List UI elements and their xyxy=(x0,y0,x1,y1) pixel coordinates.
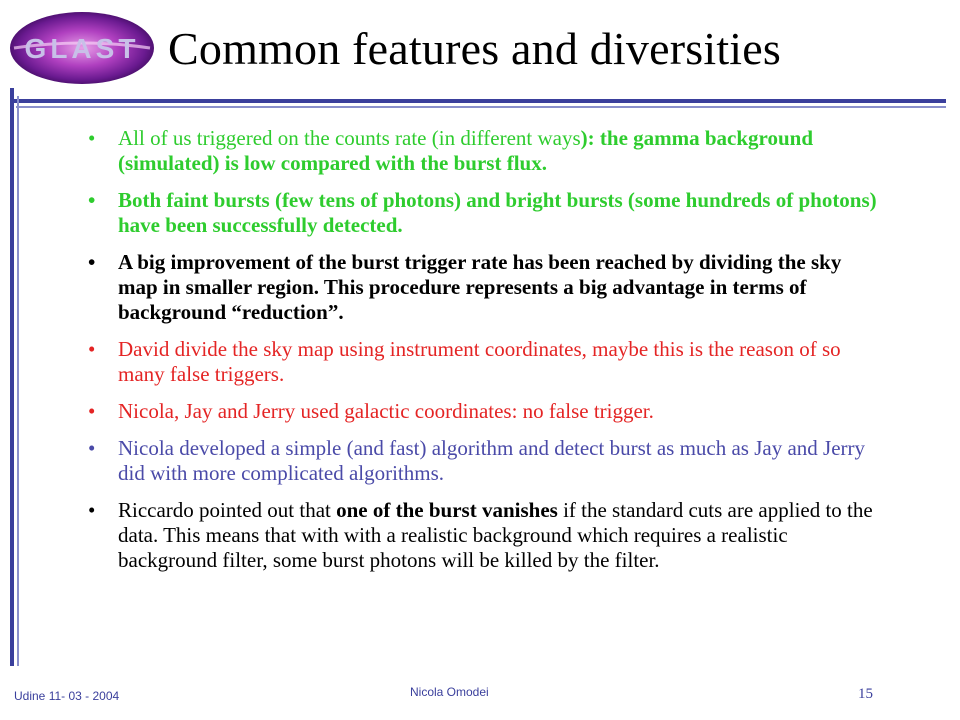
bullet-text: A big improvement of the burst trigger rate has been reached by dividing the sky map in smaller region. This procedure represents a big advantage in terms of background “reduction”. xyxy=(118,250,842,324)
footer-author: Nicola Omodei xyxy=(410,685,489,699)
slide-title: Common features and diversities xyxy=(168,23,782,74)
left-divider-thin xyxy=(17,96,19,666)
bullet-text: Nicola developed a simple (and fast) algorithm and detect burst as much as Jay and Jerry did with more complicated algorithms. xyxy=(118,436,866,485)
bullet-icon: • xyxy=(88,498,96,522)
bullet-text-tail: if the standard cuts are applied to the data. This means that with with a realistic background which requires a realistic background filter, some burst photons will be killed by the filter. xyxy=(118,498,873,572)
bullet-icon: • xyxy=(88,436,96,460)
footer-date: Udine 11- 03 - 2004 xyxy=(14,689,120,703)
top-divider xyxy=(10,99,946,103)
list-item xyxy=(88,337,878,387)
bullet-text: Riccardo pointed out that xyxy=(118,498,337,522)
glast-logo xyxy=(6,8,158,88)
bullet-icon: • xyxy=(88,250,96,274)
page-number: 15 xyxy=(858,686,873,702)
list-item xyxy=(88,188,878,238)
bullet-text: All of us triggered on the counts rate (in different ways xyxy=(118,126,581,150)
left-divider xyxy=(10,88,14,666)
list-item xyxy=(88,399,878,424)
bullet-text-bold: ): the gamma background (simulated) is low compared with the burst flux. xyxy=(118,126,814,175)
bullet-text: David divide the sky map using instrument coordinates, maybe this is the reason of so many false triggers. xyxy=(118,337,841,386)
list-item xyxy=(88,250,878,325)
bullet-icon: • xyxy=(88,188,96,212)
bullet-icon: • xyxy=(88,126,96,150)
list-item xyxy=(88,126,878,176)
bullet-text-bold: one of the burst vanishes xyxy=(336,498,558,522)
bullet-text: Both faint bursts (few tens of photons) and bright bursts (some hundreds of photons) have been successfully detected. xyxy=(118,188,877,237)
top-divider-thin xyxy=(16,106,946,108)
bullet-icon: • xyxy=(88,399,96,423)
bullet-list xyxy=(88,126,878,585)
bullet-icon: • xyxy=(88,337,96,361)
logo-text: GLAST xyxy=(24,33,140,64)
bullet-text: Nicola, Jay and Jerry used galactic coordinates: no false trigger. xyxy=(118,399,654,423)
list-item xyxy=(88,498,878,573)
list-item xyxy=(88,436,878,486)
